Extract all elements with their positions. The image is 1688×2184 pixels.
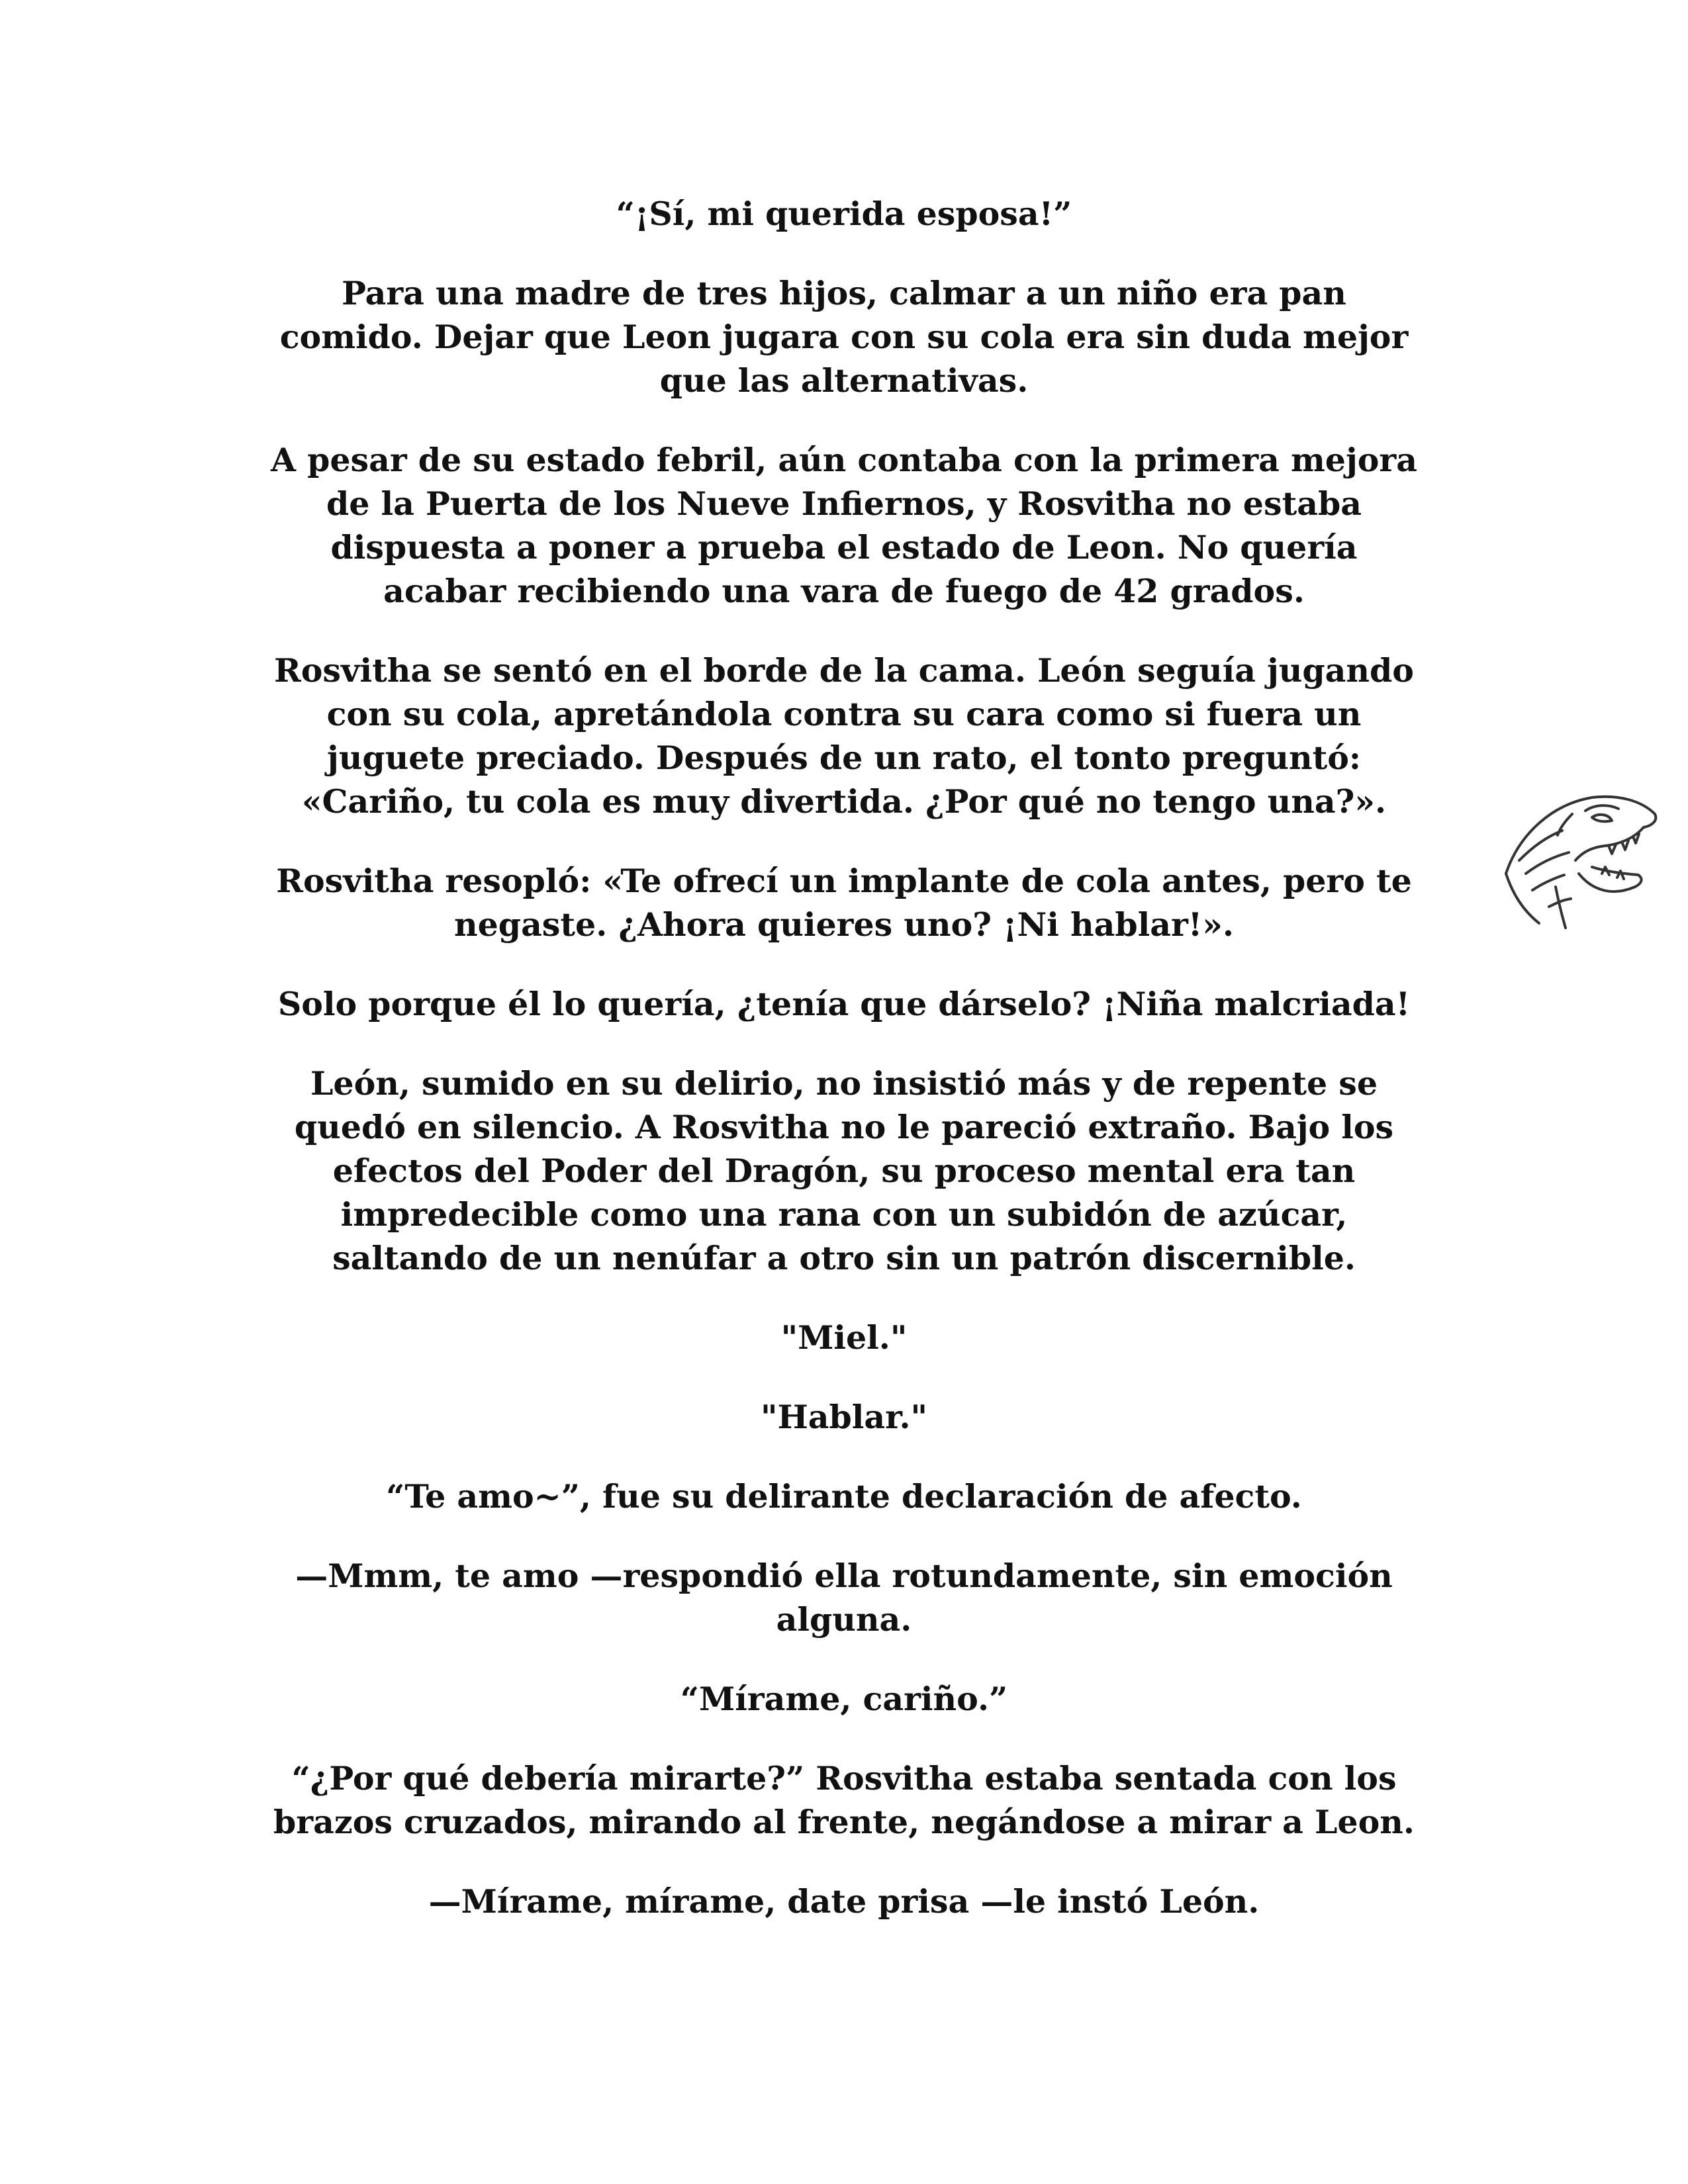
text-line: quedó en silencio. A Rosvitha no le pareció extraño. Bajo los [294,1108,1394,1146]
text-line: Solo porque él lo quería, ¿tenía que dárselo? ¡Niña malcriada! [277,985,1411,1023]
text-line: Rosvitha se sentó en el borde de la cama. León seguía jugando [274,651,1414,690]
text-line: A pesar de su estado febril, aún contaba con la primera mejora [271,441,1417,479]
text-line: juguete preciado. Después de un rato, el tonto preguntó: [326,739,1362,777]
paragraph [199,1062,1489,1280]
paragraph [199,271,1489,402]
text-line: “¡Sí, mi querida esposa!” [616,195,1072,233]
text-line: acabar recibiendo una vara de fuego de 42 grados. [383,572,1305,610]
document-body [199,192,1489,1959]
paragraph [199,649,1489,823]
paragraph [199,859,1489,946]
paragraph [199,438,1489,613]
text-line: León, sumido en su delirio, no insistió más y de repente se [310,1064,1378,1103]
text-line: brazos cruzados, mirando al frente, negándose a mirar a Leon. [273,1803,1415,1841]
paragraph [199,1677,1489,1721]
text-line: dispuesta a poner a prueba el estado de Leon. No quería [330,528,1358,567]
paragraph [199,1395,1489,1439]
text-line: “Mírame, cariño.” [680,1680,1008,1718]
text-line: Rosvitha resopló: «Te ofrecí un implante de cola antes, pero te [276,862,1412,900]
paragraph [199,1880,1489,1923]
text-line: "Miel." [780,1318,908,1357]
text-line: "Hablar." [760,1398,928,1436]
text-line: —Mmm, te amo —respondió ella rotundamente, sin emoción [295,1557,1393,1595]
paragraph [199,1475,1489,1518]
paragraph [199,192,1489,236]
text-line: comido. Dejar que Leon jugara con su cola era sin duda mejor [279,318,1409,356]
text-line: “Te amo~”, fue su delirante declaración de afecto. [386,1477,1302,1516]
paragraph [199,1316,1489,1359]
paragraph [199,982,1489,1026]
text-line: con su cola, apretándola contra su cara como si fuera un [326,695,1362,733]
text-line: “¿Por qué debería mirarte?” Rosvitha estaba sentada con los [291,1759,1397,1797]
text-line: saltando de un nenúfar a otro sin un patrón discernible. [332,1239,1356,1277]
text-line: Para una madre de tres hijos, calmar a un niño era pan [342,274,1346,312]
text-line: de la Puerta de los Nueve Infiernos, y Rosvitha no estaba [326,484,1362,523]
text-line: efectos del Poder del Dragón, su proceso mental era tan [332,1152,1356,1190]
paragraph [199,1554,1489,1641]
text-line: negaste. ¿Ahora quieres uno? ¡Ni hablar!». [454,905,1234,944]
text-line: «Cariño, tu cola es muy divertida. ¿Por qué no tengo una?». [301,782,1387,821]
text-line: que las alternativas. [659,361,1029,400]
text-line: alguna. [776,1600,912,1639]
dinosaur-head-sketch-icon [1493,774,1665,933]
paragraph [199,1756,1489,1844]
text-line: —Mírame, mírame, date prisa —le instó León. [428,1882,1260,1921]
text-line: impredecible como una rana con un subidón de azúcar, [340,1195,1348,1234]
